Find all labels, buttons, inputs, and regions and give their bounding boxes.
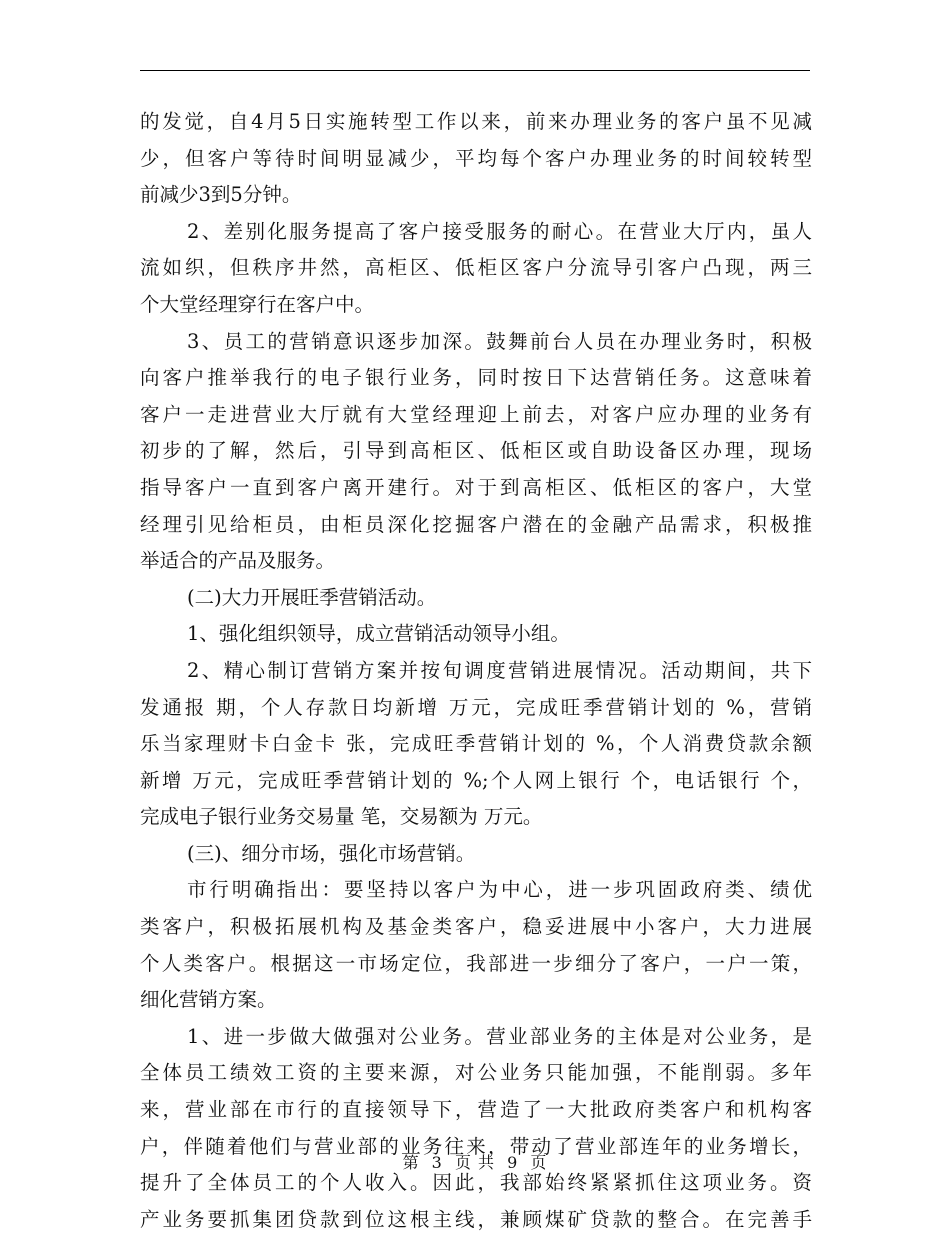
total-pages-number: 9 xyxy=(507,1153,519,1172)
text-line: 市行明确指出：要坚持以客户为中心，进一步巩固政府类、绩优 xyxy=(187,878,812,902)
text-line: 新增 万元，完成旺季营销计划的 %;个人网上银行 个，电话银行 个， xyxy=(140,768,812,792)
document-body xyxy=(140,104,812,1238)
text-line: 前减少3到5分钟。 xyxy=(140,183,302,207)
text-line: 乐当家理财卡白金卡 张，完成旺季营销计划的 %，个人消费贷款余额 xyxy=(140,732,812,756)
text-line: 2、精心制订营销方案并按旬调度营销进展情况。活动期间，共下 xyxy=(187,658,812,682)
current-page-number: 3 xyxy=(431,1153,443,1172)
text-line: 2、差别化服务提高了客户接受服务的耐心。在营业大厅内，虽人 xyxy=(187,219,812,243)
text-line: 类客户，积极拓展机构及基金类客户，稳妥进展中小客户，大力进展 xyxy=(140,915,812,939)
text-line: 少，但客户等待时间明显减少，平均每个客户办理业务的时间较转型 xyxy=(140,146,812,170)
text-line: 完成电子银行业务交易量 笔，交易额为 万元。 xyxy=(140,805,543,829)
text-line: 1、强化组织领导，成立营销活动领导小组。 xyxy=(187,622,570,646)
text-line: 流如织，但秩序井然，高柜区、低柜区客户分流导引客户凸现，两三 xyxy=(140,256,812,280)
text-line: 个大堂经理穿行在客户中。 xyxy=(140,292,375,316)
text-line: 户，伴随着他们与营业部的业务往来，带动了营业部连年的业务增长， xyxy=(140,1134,812,1158)
text-line: 客户一走进营业大厅就有大堂经理迎上前去，对客户应办理的业务有 xyxy=(140,402,812,426)
header-rule xyxy=(140,70,810,71)
page-footer xyxy=(0,1150,950,1173)
text-line: 的发觉，自4月5日实施转型工作以来，前来办理业务的客户虽不见减 xyxy=(140,110,812,133)
text-line: (三)、细分市场，强化市场营销。 xyxy=(187,841,476,865)
text-line: 提升了全体员工的个人收入。因此，我部始终紧紧抓住这项业务。资 xyxy=(140,1171,812,1195)
text-line: 向客户推举我行的电子银行业务，同时按日下达营销任务。这意味着 xyxy=(140,366,812,390)
text-line: 发通报 期，个人存款日均新增 万元，完成旺季营销计划的 %，营销 xyxy=(140,695,812,719)
text-line: 初步的了解，然后，引导到高柜区、低柜区或自助设备区办理，现场 xyxy=(140,439,812,463)
text-line: 个人类客户。根据这一市场定位，我部进一步细分了客户，一户一策， xyxy=(140,951,812,975)
footer-middle: 页 共 xyxy=(454,1153,496,1172)
text-line: 指导客户一直到客户离开建行。对于到高柜区、低柜区的客户，大堂 xyxy=(140,475,812,499)
text-line: (二)大力开展旺季营销活动。 xyxy=(187,585,437,609)
text-line: 经理引见给柜员，由柜员深化挖掘客户潜在的金融产品需求，积极推 xyxy=(140,512,812,536)
footer-prefix: 第 xyxy=(402,1153,420,1172)
footer-suffix: 页 xyxy=(530,1153,548,1172)
text-line: 产业务要抓集团贷款到位这根主线，兼顾煤矿贷款的整合。在完善手 xyxy=(140,1207,812,1231)
text-line: 来，营业部在市行的直接领导下，营造了一大批政府类客户和机构客 xyxy=(140,1098,812,1122)
text-line: 细化营销方案。 xyxy=(140,988,277,1012)
text-line: 3、员工的营销意识逐步加深。鼓舞前台人员在办理业务时，积极 xyxy=(187,329,812,353)
text-line: 全体员工绩效工资的主要来源，对公业务只能加强，不能削弱。多年 xyxy=(140,1061,812,1085)
text-line: 1、进一步做大做强对公业务。营业部业务的主体是对公业务，是 xyxy=(187,1024,812,1048)
text-line: 举适合的产品及服务。 xyxy=(140,549,336,573)
